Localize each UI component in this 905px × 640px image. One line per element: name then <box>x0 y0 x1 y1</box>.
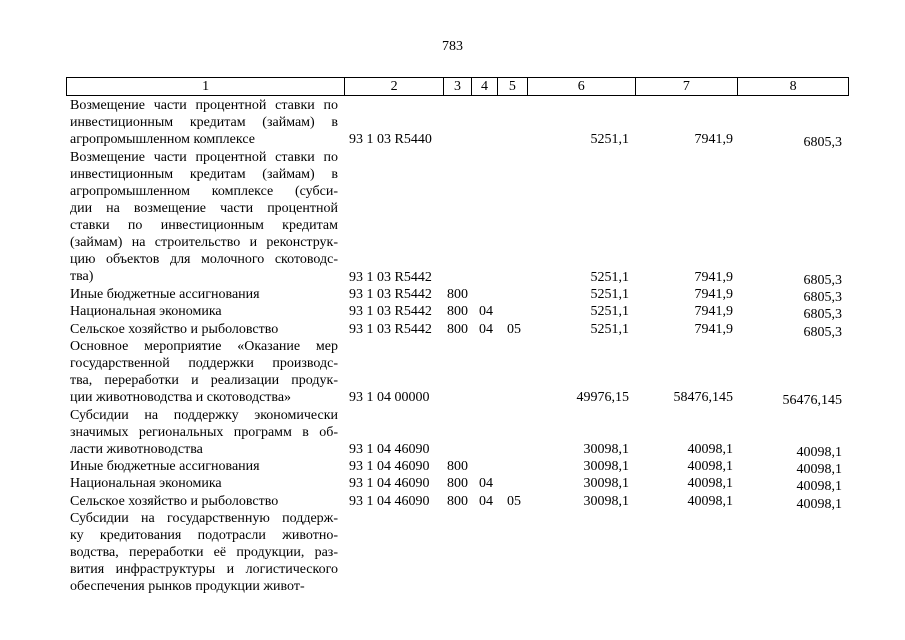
row-name-line: Субсидии на поддержку экономически <box>70 407 338 423</box>
row-name-line: агропромышленном комплексе (субси- <box>70 183 338 199</box>
row-value-col6: 5251,1 <box>590 304 629 320</box>
row-code: 93 1 03 R5442 <box>349 287 432 303</box>
row-value-col6: 30098,1 <box>583 493 629 509</box>
row-name-line: тва, переработки и реализации продук- <box>70 372 338 388</box>
row-section: 04 <box>479 304 493 320</box>
row-section: 04 <box>479 476 493 492</box>
row-name-line: агропромышленном комплексе <box>70 132 255 147</box>
row-value-col8: 40098,1 <box>796 496 842 512</box>
header-col-2: 2 <box>345 78 444 95</box>
row-value-col8: 6805,3 <box>803 290 842 306</box>
row-name-line: ции животноводства и скотоводства» <box>70 389 292 405</box>
row-value-col7: 7941,9 <box>694 304 733 320</box>
row-expense-type: 800 <box>447 321 468 337</box>
row-name-line: Субсидии на государственную поддерж- <box>70 510 338 526</box>
row-value-col7: 7941,9 <box>694 269 733 285</box>
row-value-col8: 40098,1 <box>796 444 842 460</box>
row-expense-type: 800 <box>447 476 468 492</box>
row-section: 04 <box>479 493 493 509</box>
row-name-line: Возмещение части процентной ставки по <box>70 149 338 165</box>
row-name-line: ставки по инвестиционным кредитам <box>70 217 338 233</box>
row-section: 04 <box>479 321 493 337</box>
row-name-line: Возмещение части процентной ставки по <box>70 98 338 113</box>
row-value-col8: 6805,3 <box>803 307 842 323</box>
row-name <box>70 510 338 595</box>
row-value-col6: 30098,1 <box>583 459 629 475</box>
header-col-7: 7 <box>636 78 739 95</box>
row-name <box>70 338 338 406</box>
row-value-col7: 40098,1 <box>687 493 733 509</box>
row-name-line: вития инфраструктуры и логистического <box>70 561 338 577</box>
row-expense-type: 800 <box>447 493 468 509</box>
header-col-4: 4 <box>472 78 498 95</box>
row-value-col7: 7941,9 <box>694 132 733 148</box>
header-col-6: 6 <box>528 78 636 95</box>
row-name-line: Национальная экономика <box>70 476 222 492</box>
row-name <box>70 149 338 285</box>
row-name-line: государственной поддержки производс- <box>70 355 338 371</box>
row-value-col8: 6805,3 <box>803 272 842 288</box>
row-code: 93 1 04 46090 <box>349 493 430 509</box>
row-value-col7: 7941,9 <box>694 321 733 337</box>
row-code: 93 1 03 R5442 <box>349 269 432 285</box>
row-value-col7: 40098,1 <box>687 441 733 457</box>
row-name <box>70 458 338 475</box>
row-expense-type: 800 <box>447 287 468 303</box>
row-name-line: ку кредитования подотрасли животно- <box>70 527 338 543</box>
row-expense-type: 800 <box>447 459 468 475</box>
row-code: 93 1 03 R5440 <box>349 132 432 148</box>
row-subsection: 05 <box>507 321 521 337</box>
row-value-col6: 5251,1 <box>590 287 629 303</box>
page-number: 783 <box>442 39 463 54</box>
row-name-line: дии на возмещение части процентной <box>70 200 338 216</box>
header-col-3: 3 <box>444 78 472 95</box>
row-name-line: Иные бюджетные ассигнования <box>70 287 260 303</box>
row-value-col7: 58476,145 <box>673 390 733 406</box>
row-value-col8: 40098,1 <box>796 479 842 495</box>
row-name-line: тва) <box>70 268 94 284</box>
row-name-line: значимых региональных программ в об- <box>70 424 338 440</box>
row-code: 93 1 03 R5442 <box>349 321 432 337</box>
row-value-col8: 6805,3 <box>803 324 842 340</box>
row-name <box>70 407 338 458</box>
row-name-line: цию объектов для молочного скотоводс- <box>70 251 338 267</box>
row-value-col6: 5251,1 <box>590 321 629 337</box>
row-name <box>70 303 338 320</box>
row-name-line: Иные бюджетные ассигнования <box>70 459 260 475</box>
row-name <box>70 321 338 338</box>
row-value-col8: 40098,1 <box>796 462 842 478</box>
row-value-col6: 30098,1 <box>583 441 629 457</box>
row-value-col8: 56476,145 <box>782 393 842 409</box>
row-name-line: Национальная экономика <box>70 304 222 320</box>
row-subsection: 05 <box>507 493 521 509</box>
row-name-line: Основное мероприятие «Оказание мер <box>70 338 338 354</box>
row-value-col7: 7941,9 <box>694 287 733 303</box>
row-code: 93 1 04 46090 <box>349 476 430 492</box>
header-col-5: 5 <box>498 78 528 95</box>
row-name-line: инвестиционным кредитам (займам) в <box>70 115 338 130</box>
row-name-line: водства, переработки её продукции, раз- <box>70 544 338 560</box>
row-name-line: инвестиционным кредитам (займам) в <box>70 166 338 182</box>
row-value-col6: 49976,15 <box>576 390 629 406</box>
row-name-line: обеспечения рынков продукции живот- <box>70 578 305 594</box>
row-expense-type: 800 <box>447 304 468 320</box>
row-value-col6: 5251,1 <box>590 269 629 285</box>
row-name <box>70 97 338 148</box>
row-code: 93 1 03 R5442 <box>349 304 432 320</box>
row-value-col7: 40098,1 <box>687 459 733 475</box>
row-name-line: (займам) на строительство и реконструк- <box>70 234 338 250</box>
row-code: 93 1 04 00000 <box>349 390 430 406</box>
row-name-line: ласти животноводства <box>70 441 203 457</box>
row-name <box>70 475 338 492</box>
row-value-col8: 6805,3 <box>803 135 842 151</box>
row-value-col6: 30098,1 <box>583 476 629 492</box>
row-code: 93 1 04 46090 <box>349 459 430 475</box>
header-col-1: 1 <box>67 78 345 95</box>
row-value-col7: 40098,1 <box>687 476 733 492</box>
row-code: 93 1 04 46090 <box>349 441 430 457</box>
row-name-line: Сельское хозяйство и рыболовство <box>70 321 279 337</box>
row-value-col6: 5251,1 <box>590 132 629 148</box>
header-col-8: 8 <box>789 79 797 94</box>
row-name-line: Сельское хозяйство и рыболовство <box>70 493 279 509</box>
row-name <box>70 286 338 303</box>
row-name <box>70 493 338 510</box>
